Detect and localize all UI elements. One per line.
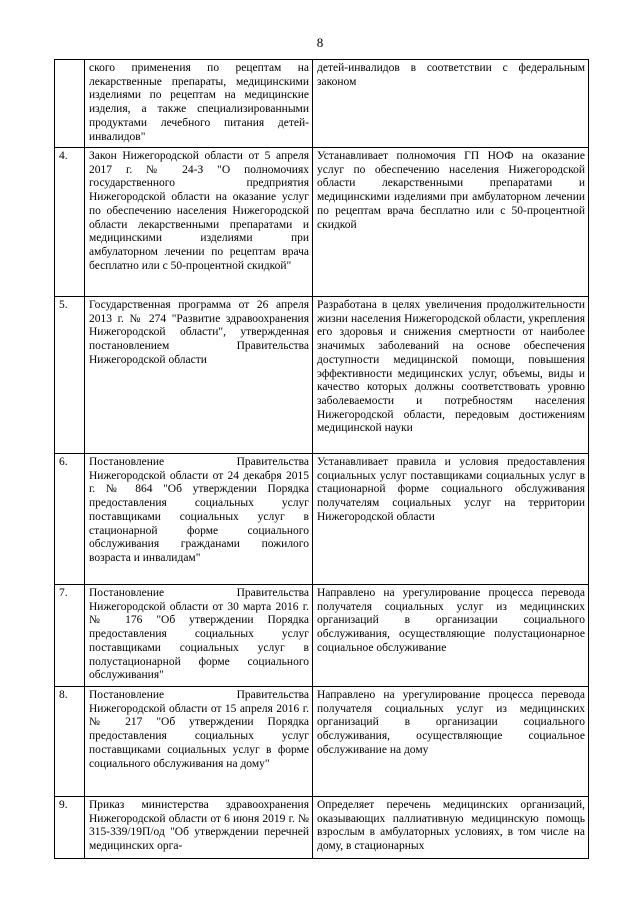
row-number: 4.	[55, 148, 85, 297]
row-number	[55, 60, 85, 148]
table-row	[55, 585, 589, 687]
table-row	[55, 297, 589, 454]
legal-act-cell: Постановление Правительства Нижегородской области от 24 декабря 2015 г. № 864 "Об утверждении Порядка предоставления социальных услуг поставщиками социальных услуг в стационарной форме социального обслуживания гражданами пожилого возраста и инвалидам"	[85, 454, 313, 585]
table-row	[55, 148, 589, 297]
row-number: 7.	[55, 585, 85, 687]
description-cell: Направлено на урегулирование процесса перевода получателя социальных услуг из медицинских организаций в организации социального обслуживания, осуществляющие полустационарное социальное обслуживание	[313, 585, 589, 687]
row-number: 5.	[55, 297, 85, 454]
page-number: 8	[316, 35, 324, 50]
table-row	[55, 687, 589, 797]
legal-act-cell: Постановление Правительства Нижегородской области от 15 апреля 2016 г. № 217 "Об утверждении Порядка предоставления социальных услуг поставщиками социальных услуг в форме социального обслуживания на дому"	[85, 687, 313, 797]
description-cell: Определяет перечень медицинских организаций, оказывающих паллиативную медицинскую помощь взрослым в амбулаторных условиях, в том числе на дому, в стационарных	[313, 797, 589, 859]
legal-act-cell: Государственная программа от 26 апреля 2013 г. № 274 "Развитие здравоохранения Нижегородской области", утвержденная постановлением Правительства Нижегородской области	[85, 297, 313, 454]
row-number: 8.	[55, 687, 85, 797]
description-cell: Разработана в целях увеличения продолжительности жизни населения Нижегородской области, укрепления его здоровья и снижения смертности от наиболее значимых заболеваний на основе обеспечения доступности медицинской помощи, повышения эффективности медицинских услуг, объемы, виды и качество которых должны соответствовать уровню заболеваемости и потребностям населения Нижегородской области, передовым достижениям медицинской науки	[313, 297, 589, 454]
description-cell: детей-инвалидов в соответствии с федеральным законом	[313, 60, 589, 148]
row-number: 9.	[55, 797, 85, 859]
table-row	[55, 454, 589, 585]
row-number: 6.	[55, 454, 85, 585]
legal-act-cell: Приказ министерства здравоохранения Нижегородской области от 6 июня 2019 г. № 315-339/19П/од "Об утверждении перечней медицинских орга-	[85, 797, 313, 859]
legal-act-cell: Постановление Правительства Нижегородской области от 30 марта 2016 г. № 176 "Об утверждении Порядка предоставления социальных услуг поставщиками социальных услуг в полустационарной форме социального обслуживания"	[85, 585, 313, 687]
description-cell: Устанавливает полномочия ГП НОФ на оказание услуг по обеспечению населения Нижегородской области лекарственными препаратами и медицинскими изделиями при амбулаторном лечении по рецептам врача бесплатно или с 50-процентной скидкой	[313, 148, 589, 297]
table-row	[55, 797, 589, 859]
table-row	[55, 60, 589, 148]
legal-act-cell: Закон Нижегородской области от 5 апреля 2017 г. № 24-З "О полномочиях государственного предприятия Нижегородской области на оказание услуг по обеспечению населения Нижегородской области лекарственными препаратами и медицинскими изделиями при амбулаторном лечении по рецептам врача бесплатно или с 50-процентной скидкой"	[85, 148, 313, 297]
legal-act-cell: ского применения по рецептам на лекарственные препараты, медицинскими изделиями по рецептам на медицинские изделия, а также специализированными продуктами лечебного питания детей-инвалидов"	[85, 60, 313, 148]
description-cell: Направлено на урегулирование процесса перевода получателя социальных услуг из медицинских организаций в организации социального обслуживания, осуществляющие социальное обслуживание на дому	[313, 687, 589, 797]
legal-acts-table	[54, 59, 589, 859]
description-cell: Устанавливает правила и условия предоставления социальных услуг поставщиками социальных услуг в стационарной форме социального обслуживания получателям социальных услуг на территории Нижегородской области	[313, 454, 589, 585]
